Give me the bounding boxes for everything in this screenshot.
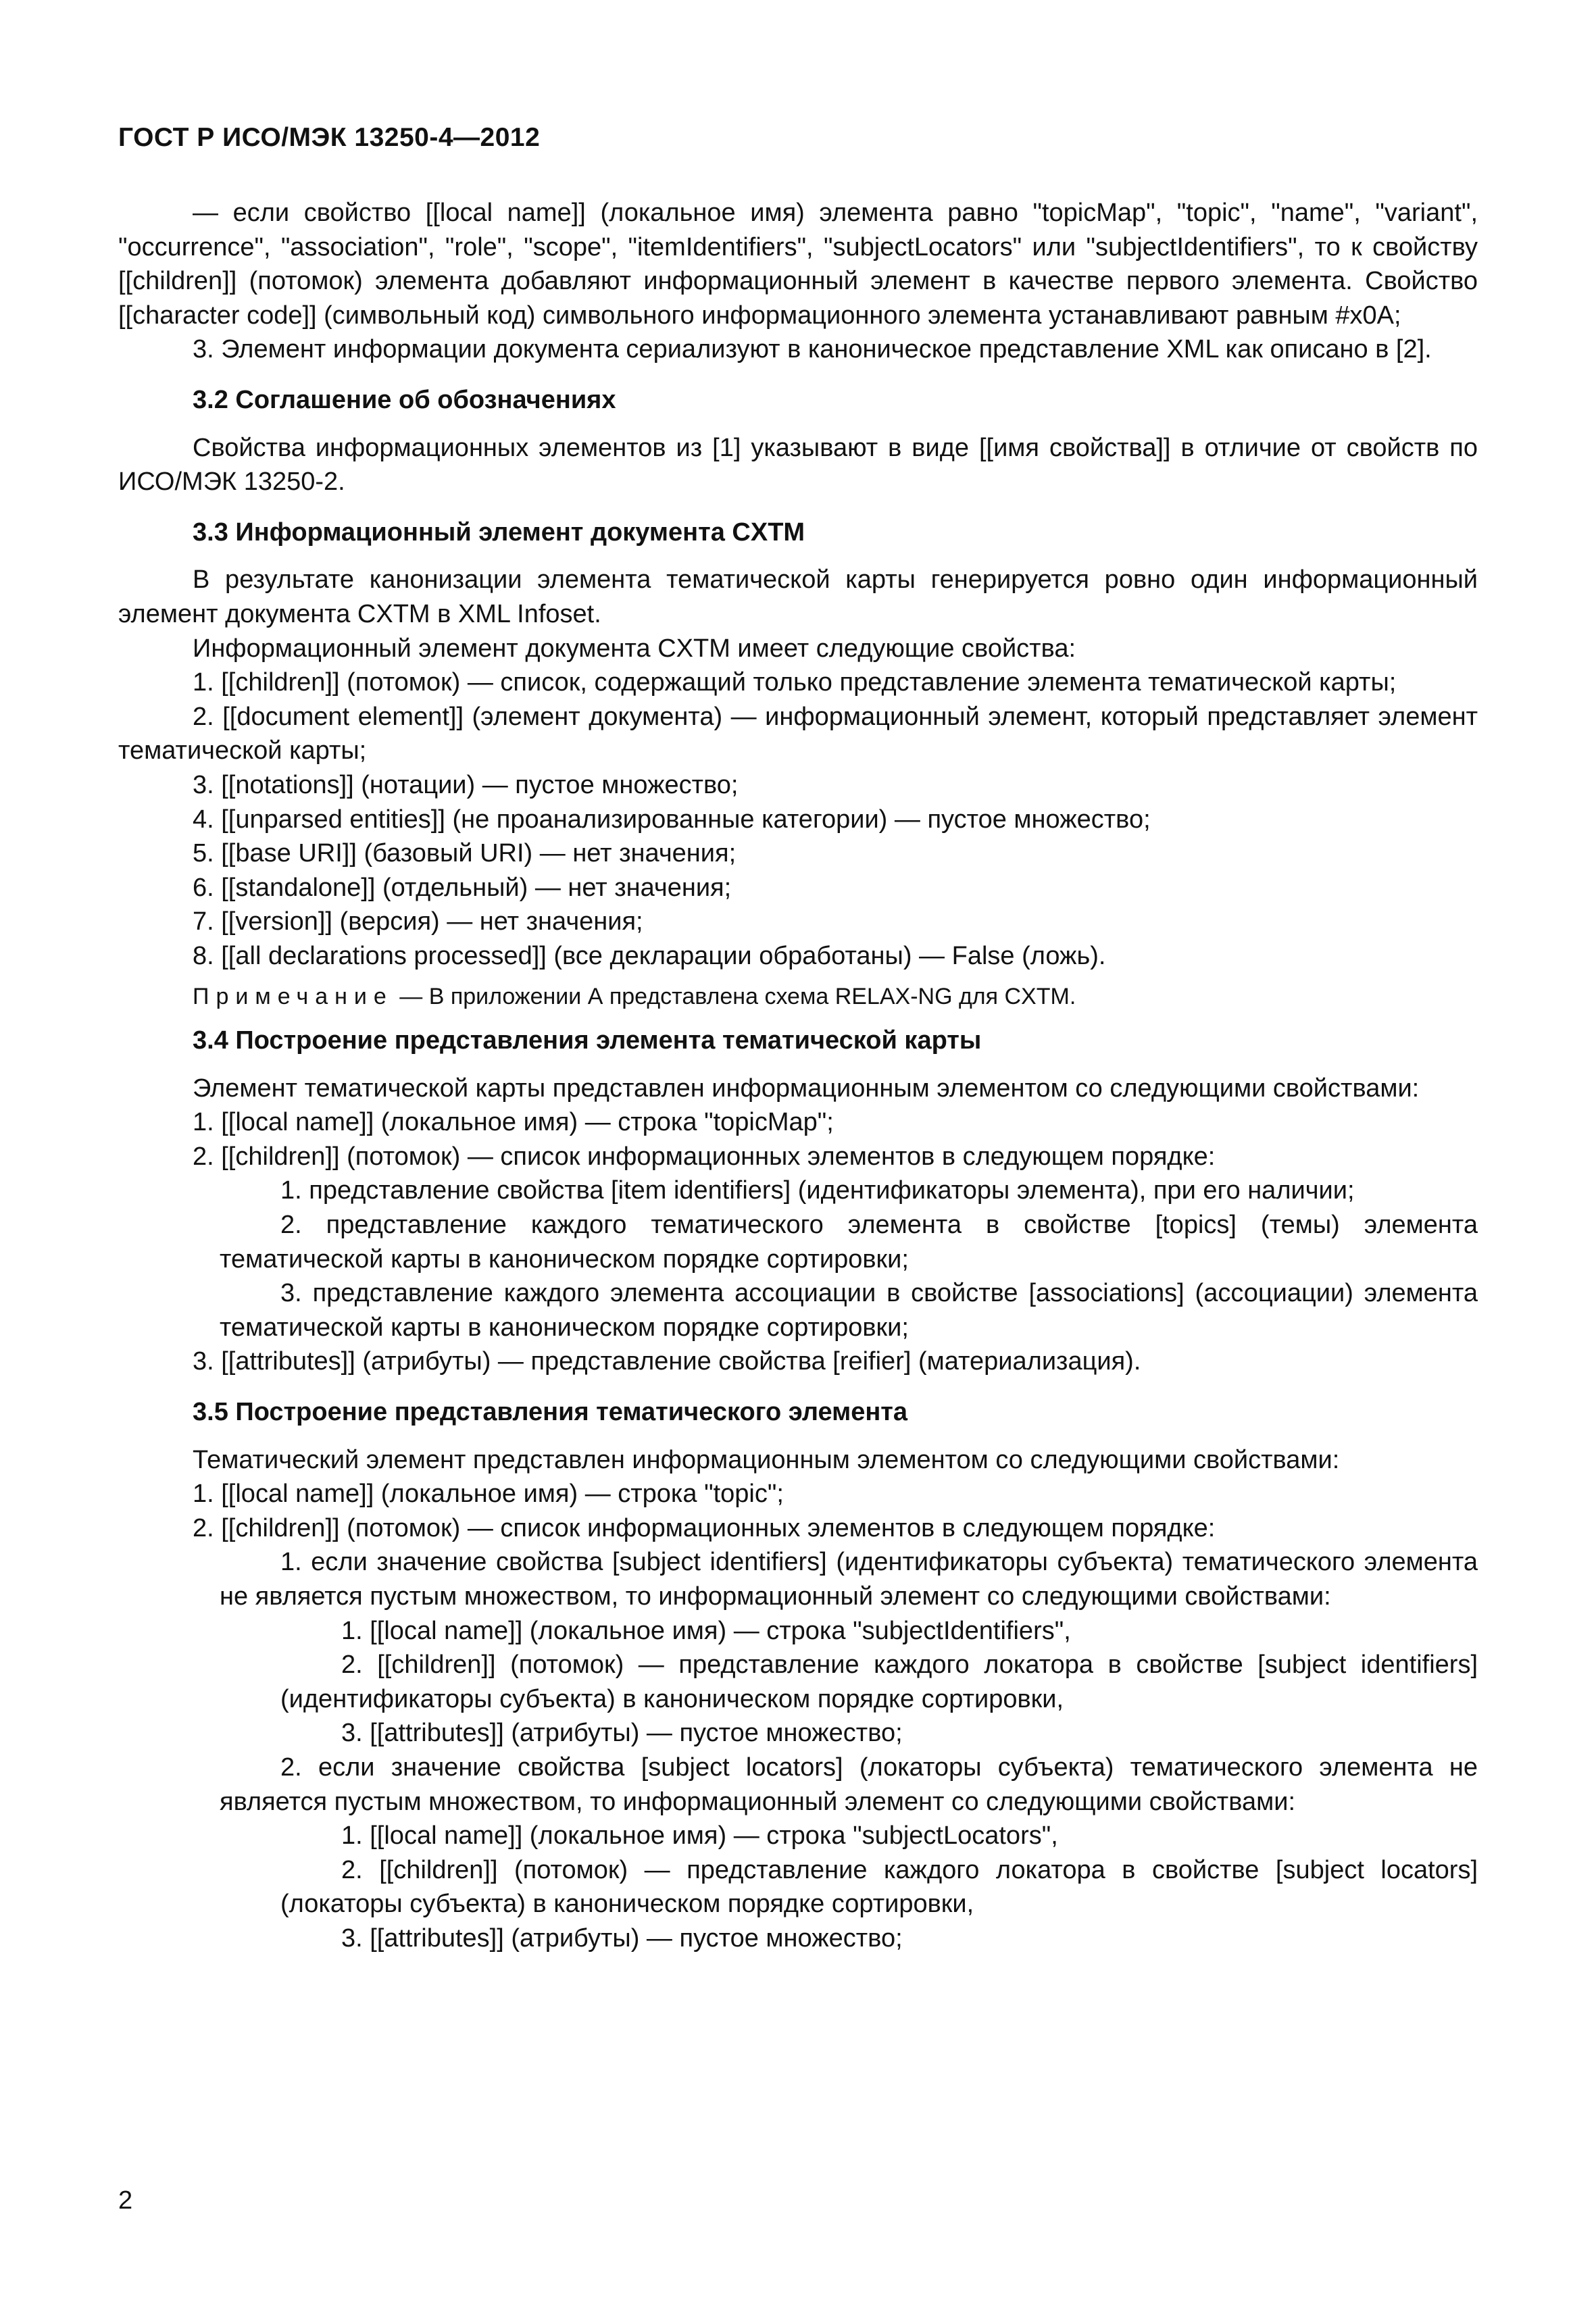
list-item: 3. [[attributes]] (атрибуты) — представление свойства [reifier] (материализация). [193, 1347, 1141, 1376]
list-item: 3. [[attributes]] (атрибуты) — пустое множество; [341, 1719, 903, 1748]
paragraph-canonicalization-result: В результате канонизации элемента тематической карты генерируется ровно один информационный элемент документа CXTM в XML Infoset. [118, 565, 1478, 628]
paragraph-topic-representation: Тематический элемент представлен информационным элементом со следующими свойствами: [193, 1445, 1340, 1474]
paragraph-document-properties-intro: Информационный элемент документа CXTM имеет следующие свойства: [193, 634, 1076, 663]
paragraph-serialization-step: 3. Элемент информации документа сериализуют в каноническое представление XML как описано в [2]. [193, 335, 1432, 364]
list-item: 3. [[attributes]] (атрибуты) — пустое множество; [341, 1923, 903, 1953]
list-item: 2. если значение свойства [subject locators] (локаторы субъекта) тематического элемента не является пустым множеством, то информационный элемент со следующими свойствами: [220, 1753, 1478, 1816]
section-heading-3-5: 3.5 Построение представления тематического элемента [193, 1398, 908, 1426]
note-label: Примечание [193, 984, 393, 1010]
list-item: 3. представление каждого элемента ассоциации в свойстве [associations] (ассоциации) элемента тематической карты в каноническом порядке сортировки; [220, 1279, 1478, 1342]
list-item: 2. [[children]] (потомок) — представление каждого локатора в свойстве [subject locators] (локаторы субъекта) в каноническом порядке сортировки, [280, 1855, 1478, 1919]
list-item: 2. [[document element]] (элемент документа) — информационный элемент, который представляет элемент тематической карты; [118, 702, 1478, 765]
list-item: 1. если значение свойства [subject identifiers] (идентификаторы субъекта) тематического элемента не является пустым множеством, то информационный элемент со следующими свойствами: [220, 1548, 1478, 1611]
list-item: 2. [[children]] (потомок) — представление каждого локатора в свойстве [subject identifiers] (идентификаторы субъекта) в каноническом порядке сортировки, [280, 1651, 1478, 1713]
paragraph-topicmap-representation: Элемент тематической карты представлен информационным элементом со следующими свойствами: [193, 1074, 1420, 1103]
section-heading-3-4: 3.4 Построение представления элемента тематической карты [193, 1026, 982, 1055]
list-item: 1. [[local name]] (локальное имя) — строка "subjectLocators", [341, 1821, 1058, 1851]
list-item: 5. [[base URI]] (базовый URI) — нет значения; [193, 839, 737, 868]
list-item: 1. представление свойства [item identifiers] (идентификаторы элемента), при его наличии; [280, 1176, 1355, 1205]
document-body [118, 196, 1478, 1956]
list-item: 1. [[children]] (потомок) — список, содержащий только представление элемента тематической карты; [193, 668, 1397, 697]
list-item: 7. [[version]] (версия) — нет значения; [193, 907, 643, 936]
list-item: 1. [[local name]] (локальное имя) — строка "topic"; [193, 1480, 784, 1509]
list-item: 2. [[children]] (потомок) — список информационных элементов в следующем порядке: [193, 1142, 1216, 1171]
page-number: 2 [118, 2186, 133, 2215]
list-item: 6. [[standalone]] (отдельный) — нет значения; [193, 873, 732, 902]
list-item: 3. [[notations]] (нотации) — пустое множество; [193, 770, 739, 799]
note-text: — В приложении А представлена схема RELAX-NG для CXTM. [393, 984, 1076, 1010]
list-item: 1. [[local name]] (локальное имя) — строка "topicMap"; [193, 1108, 834, 1137]
note [118, 980, 1478, 1014]
list-item: 1. [[local name]] (локальное имя) — строка "subjectIdentifiers", [341, 1616, 1071, 1645]
paragraph-children-rule: — если свойство [[local name]] (локальное имя) элемента равно "topicMap", "topic", "name", "variant", "occurrence", "association", "role", "scope", "itemIdentifiers", "subjectLocators" или "subjectIdentifiers", то к свойству [[children]] (потомок) элемента добавляют информационный элемент в качестве первого элемента. Свойство [[character code]] (символьный код) символьного информационного элемента устанавливают равным #x0A; [118, 199, 1478, 330]
list-item: 4. [[unparsed entities]] (не проанализированные категории) — пустое множество; [193, 805, 1151, 834]
section-heading-3-3: 3.3 Информационный элемент документа CXTM [193, 518, 805, 547]
page-header: ГОСТ Р ИСО/МЭК 13250-4—2012 [118, 123, 541, 152]
list-item: 2. [[children]] (потомок) — список информационных элементов в следующем порядке: [193, 1513, 1216, 1542]
paragraph-notation-convention: Свойства информационных элементов из [1] указывают в виде [[имя свойства]] в отличие от свойств по ИСО/МЭК 13250-2. [118, 433, 1478, 497]
section-heading-3-2: 3.2 Соглашение об обозначениях [193, 385, 616, 414]
list-item: 2. представление каждого тематического элемента в свойстве [topics] (темы) элемента тематической карты в каноническом порядке сортировки; [220, 1211, 1478, 1274]
list-item: 8. [[all declarations processed]] (все декларации обработаны) — False (ложь). [193, 941, 1106, 970]
